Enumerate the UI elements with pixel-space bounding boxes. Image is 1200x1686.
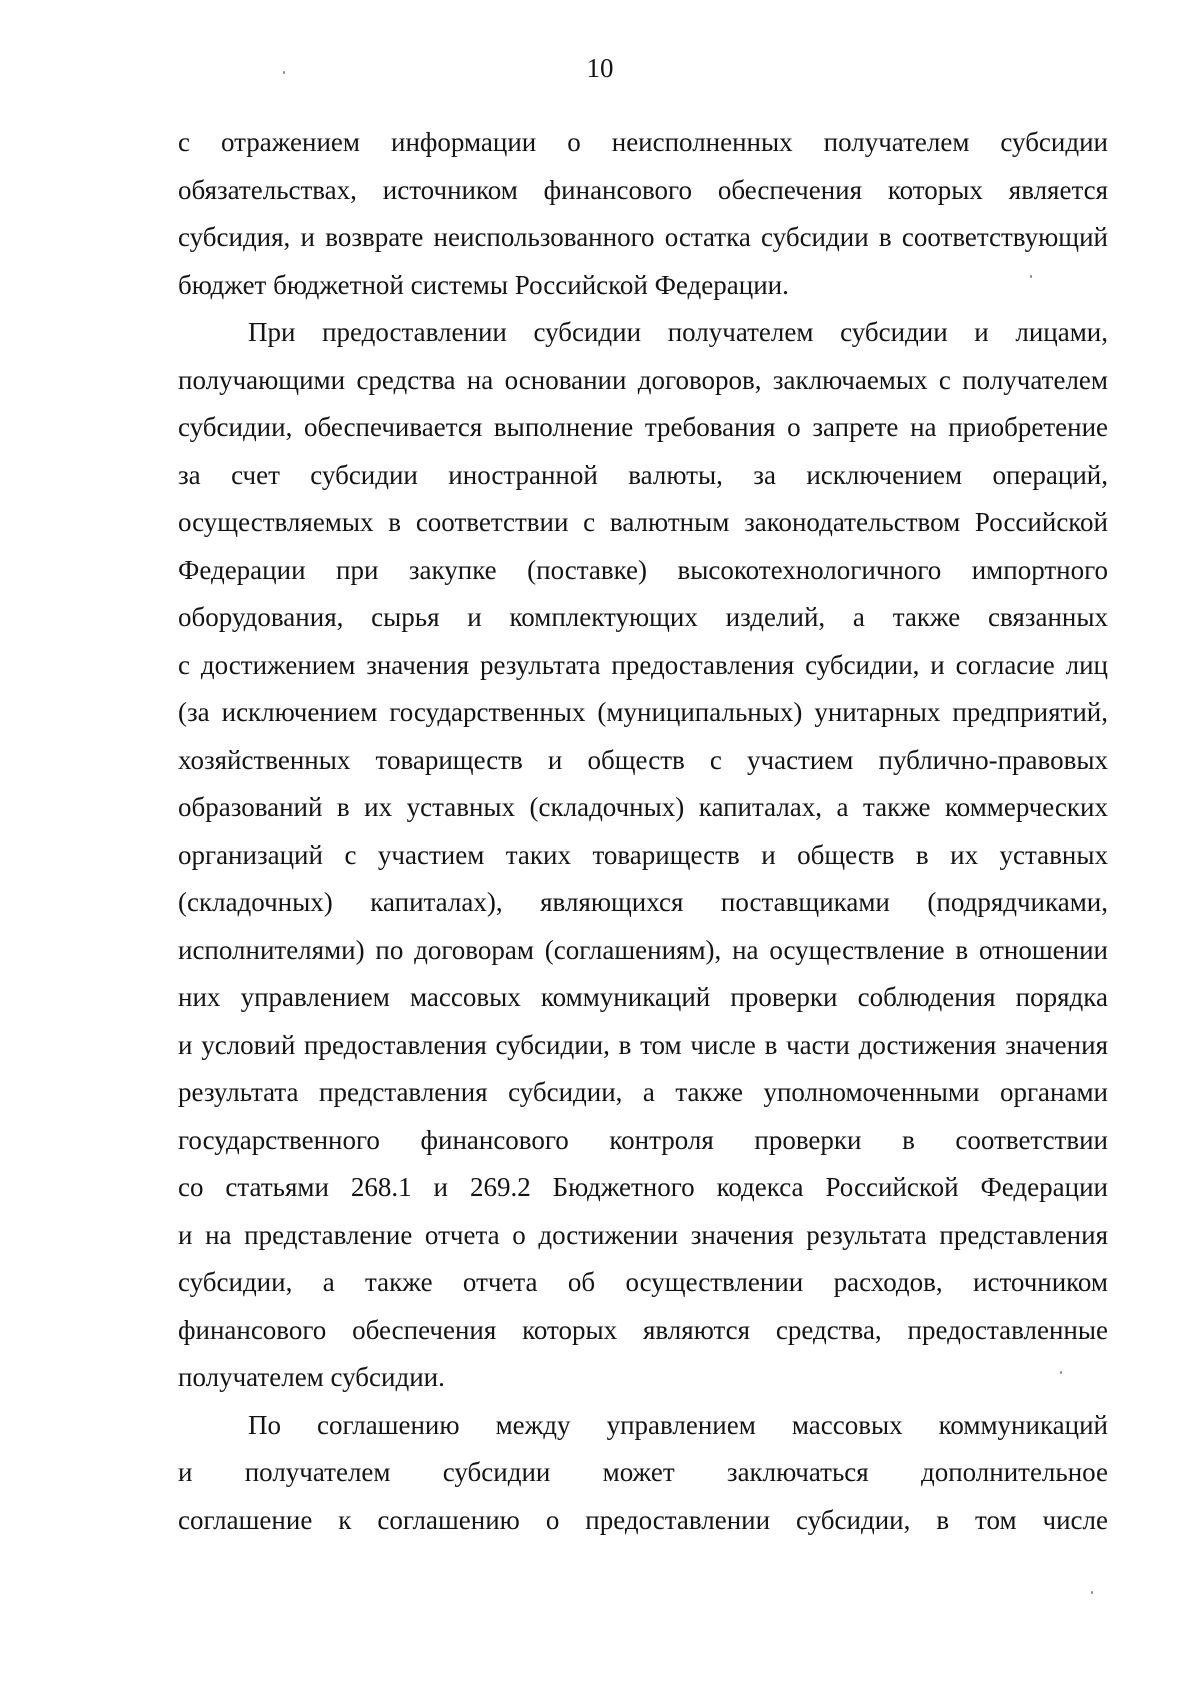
text-line: Федерации при закупке (поставке) высокотехнологичного импортного — [178, 554, 1108, 585]
text-line: При предоставлении субсидии получателем субсидии и лицами, — [248, 317, 1108, 347]
text-line: финансового обеспечения которых являются средства, предоставленные — [178, 1314, 1108, 1345]
text-line: субсидия, и возврате неиспользованного остатка субсидии в соответствующий — [178, 222, 1108, 252]
text-line: получающими средства на основании договоров, заключаемых с получателем — [178, 364, 1108, 395]
text-line: государственного финансового контроля проверки в соответствии — [178, 1124, 1108, 1155]
page-number: 10 — [586, 53, 614, 83]
text-line: за счет субсидии иностранной валюты, за исключением операций, — [178, 459, 1108, 490]
text-line: и условий предоставления субсидии, в том числе в части достижения значения — [178, 1029, 1108, 1060]
text-line: По соглашению между управлением массовых коммуникаций — [248, 1409, 1108, 1440]
text-line: с достижением значения результата предоставления субсидии, и согласие лиц — [178, 649, 1108, 680]
text-line: осуществляемых в соответствии с валютным законодательством Российской — [178, 507, 1108, 537]
text-line: бюджет бюджетной системы Российской Федерации. — [178, 269, 789, 300]
text-line: субсидии, а также отчета об осуществлении расходов, источником — [178, 1267, 1108, 1297]
text-line: организаций с участием таких товариществ и обществ в их уставных — [178, 839, 1108, 870]
text-line: и получателем субсидии может заключаться дополнительное — [178, 1457, 1108, 1487]
text-line: (складочных) капиталах), являющихся поставщиками (подрядчиками, — [178, 887, 1108, 917]
text-line: (за исключением государственных (муниципальных) унитарных предприятий, — [178, 697, 1108, 727]
page-body — [178, 119, 1108, 1544]
text-line: хозяйственных товариществ и обществ с участием публично-правовых — [178, 744, 1108, 775]
text-line: и на представление отчета о достижении значения результата представления — [178, 1219, 1108, 1250]
text-line: образований в их уставных (складочных) капиталах, а также коммерческих — [178, 792, 1108, 822]
paragraph-continuation — [178, 119, 1108, 309]
scan-speck — [1060, 1371, 1062, 1374]
scan-speck — [1030, 275, 1032, 278]
text-line: результата представления субсидии, а также уполномоченными органами — [178, 1077, 1108, 1107]
paragraph-additional-agreement — [178, 1402, 1108, 1545]
text-line: обязательствах, источником финансового обеспечения которых является — [178, 174, 1108, 205]
text-line: получателем субсидии. — [178, 1362, 445, 1392]
text-line: исполнителями) по договорам (соглашениям), на осуществление в отношении — [178, 934, 1108, 965]
paragraph-subsidy-conditions — [178, 309, 1108, 1402]
text-line: них управлением массовых коммуникаций проверки соблюдения порядка — [178, 982, 1108, 1012]
text-line: оборудования, сырья и комплектующих изделий, а также связанных — [178, 602, 1108, 632]
scan-speck — [283, 71, 285, 74]
scan-speck — [1091, 1591, 1093, 1594]
text-line: с отражением информации о неисполненных получателем субсидии — [178, 127, 1108, 157]
text-line: субсидии, обеспечивается выполнение требования о запрете на приобретение — [178, 412, 1108, 442]
text-line: соглашение к соглашению о предоставлении субсидии, в том числе — [178, 1504, 1108, 1535]
text-line: со статьями 268.1 и 269.2 Бюджетного кодекса Российской Федерации — [178, 1172, 1108, 1202]
